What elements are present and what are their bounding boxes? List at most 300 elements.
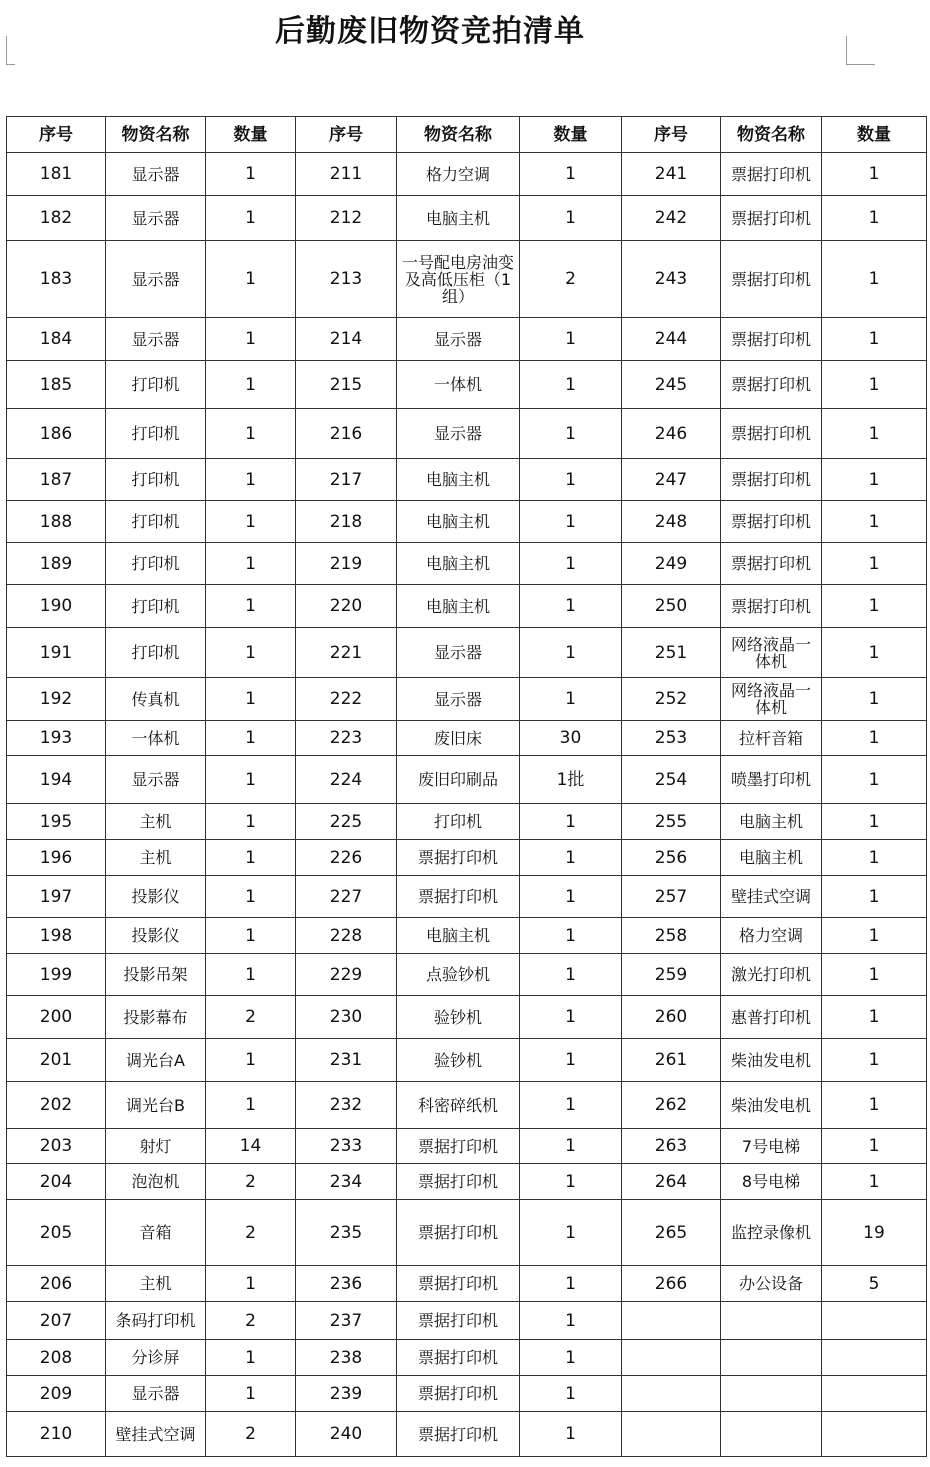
serial-number-cell: 206 <box>7 1266 106 1302</box>
serial-number-cell: 184 <box>7 318 106 361</box>
quantity-cell: 1 <box>206 241 296 318</box>
table-row <box>7 721 927 756</box>
serial-number-cell: 223 <box>296 721 397 756</box>
serial-number-cell: 195 <box>7 804 106 840</box>
quantity-cell: 1 <box>520 1200 622 1266</box>
serial-number-cell: 187 <box>7 459 106 501</box>
serial-number-cell: 225 <box>296 804 397 840</box>
quantity-cell: 1 <box>206 585 296 628</box>
serial-number-cell: 251 <box>622 628 721 678</box>
quantity-cell: 1 <box>520 1412 622 1457</box>
serial-number-cell: 207 <box>7 1302 106 1340</box>
item-name-cell: 主机 <box>106 1266 206 1302</box>
item-name-cell: 一体机 <box>106 721 206 756</box>
serial-number-cell: 258 <box>622 918 721 954</box>
quantity-cell <box>822 1412 927 1457</box>
serial-number-cell: 182 <box>7 196 106 241</box>
table-row <box>7 409 927 459</box>
serial-number-cell: 220 <box>296 585 397 628</box>
item-name-cell: 调光台B <box>106 1082 206 1129</box>
serial-number-cell: 257 <box>622 876 721 918</box>
quantity-cell: 1 <box>822 1082 927 1129</box>
serial-number-cell: 191 <box>7 628 106 678</box>
table-row <box>7 318 927 361</box>
item-name-cell: 投影吊架 <box>106 954 206 996</box>
item-name-cell: 打印机 <box>106 585 206 628</box>
table-row <box>7 1129 927 1164</box>
item-name-cell: 打印机 <box>106 361 206 409</box>
item-name-cell: 打印机 <box>106 543 206 585</box>
table-row <box>7 1164 927 1200</box>
serial-number-cell: 186 <box>7 409 106 459</box>
quantity-cell: 1 <box>520 196 622 241</box>
item-name-cell: 7号电梯 <box>721 1129 822 1164</box>
auction-list-table <box>6 116 927 1457</box>
serial-number-cell: 194 <box>7 756 106 804</box>
serial-number-cell: 243 <box>622 241 721 318</box>
quantity-cell: 2 <box>520 241 622 318</box>
serial-number-cell: 228 <box>296 918 397 954</box>
item-name-cell: 电脑主机 <box>397 918 520 954</box>
serial-number-cell: 221 <box>296 628 397 678</box>
quantity-cell: 1 <box>206 756 296 804</box>
item-name-cell: 电脑主机 <box>397 543 520 585</box>
table-row <box>7 1200 927 1266</box>
item-name-cell: 分诊屏 <box>106 1340 206 1376</box>
quantity-cell: 1 <box>206 501 296 543</box>
quantity-cell: 2 <box>206 1200 296 1266</box>
item-name-cell: 电脑主机 <box>397 196 520 241</box>
item-name-cell: 显示器 <box>106 756 206 804</box>
quantity-cell: 1 <box>822 678 927 721</box>
quantity-cell: 1 <box>822 804 927 840</box>
item-name-cell: 拉杆音箱 <box>721 721 822 756</box>
quantity-cell: 19 <box>822 1200 927 1266</box>
serial-number-cell: 233 <box>296 1129 397 1164</box>
item-name-cell: 条码打印机 <box>106 1302 206 1340</box>
table-row <box>7 1266 927 1302</box>
serial-number-cell: 214 <box>296 318 397 361</box>
item-name-cell: 票据打印机 <box>397 1376 520 1412</box>
item-name-cell: 显示器 <box>106 196 206 241</box>
quantity-cell: 2 <box>206 1412 296 1457</box>
quantity-cell: 1 <box>520 361 622 409</box>
serial-number-cell: 202 <box>7 1082 106 1129</box>
serial-number-cell: 190 <box>7 585 106 628</box>
quantity-cell: 2 <box>206 996 296 1039</box>
serial-number-cell: 237 <box>296 1302 397 1340</box>
serial-number-cell: 262 <box>622 1082 721 1129</box>
quantity-cell: 1 <box>520 918 622 954</box>
item-name-cell: 调光台A <box>106 1039 206 1082</box>
serial-number-cell: 211 <box>296 153 397 196</box>
item-name-cell: 壁挂式空调 <box>106 1412 206 1457</box>
table-row <box>7 954 927 996</box>
serial-number-cell: 188 <box>7 501 106 543</box>
quantity-cell: 1 <box>822 501 927 543</box>
crop-mark-right <box>846 36 875 65</box>
item-name-cell: 票据打印机 <box>397 876 520 918</box>
table-row <box>7 1082 927 1129</box>
serial-number-cell: 230 <box>296 996 397 1039</box>
quantity-cell: 1 <box>520 1129 622 1164</box>
table-row <box>7 628 927 678</box>
serial-number-cell: 250 <box>622 585 721 628</box>
serial-number-cell: 205 <box>7 1200 106 1266</box>
serial-number-cell: 208 <box>7 1340 106 1376</box>
serial-number-cell: 226 <box>296 840 397 876</box>
item-name-cell: 显示器 <box>106 241 206 318</box>
quantity-cell: 1 <box>206 1266 296 1302</box>
item-name-cell: 票据打印机 <box>397 1200 520 1266</box>
serial-number-cell: 248 <box>622 501 721 543</box>
item-name-cell: 打印机 <box>106 459 206 501</box>
serial-number-cell: 219 <box>296 543 397 585</box>
table-row <box>7 840 927 876</box>
item-name-cell: 打印机 <box>106 501 206 543</box>
serial-number-cell: 266 <box>622 1266 721 1302</box>
quantity-cell: 1 <box>520 1164 622 1200</box>
quantity-cell: 1 <box>520 1039 622 1082</box>
quantity-cell: 1 <box>520 996 622 1039</box>
serial-number-cell: 213 <box>296 241 397 318</box>
quantity-cell: 1 <box>822 628 927 678</box>
serial-number-cell: 254 <box>622 756 721 804</box>
serial-number-cell: 193 <box>7 721 106 756</box>
item-name-cell: 投影幕布 <box>106 996 206 1039</box>
serial-number-cell: 255 <box>622 804 721 840</box>
table-row <box>7 756 927 804</box>
quantity-cell: 1批 <box>520 756 622 804</box>
quantity-cell: 1 <box>520 409 622 459</box>
header-cell: 物资名称 <box>106 117 206 153</box>
quantity-cell: 1 <box>822 585 927 628</box>
table-row <box>7 459 927 501</box>
item-name-cell: 点验钞机 <box>397 954 520 996</box>
quantity-cell: 1 <box>822 876 927 918</box>
item-name-cell: 音箱 <box>106 1200 206 1266</box>
header-cell: 数量 <box>206 117 296 153</box>
quantity-cell: 1 <box>206 543 296 585</box>
quantity-cell: 1 <box>206 1082 296 1129</box>
quantity-cell: 1 <box>520 678 622 721</box>
item-name-cell: 票据打印机 <box>721 318 822 361</box>
serial-number-cell: 246 <box>622 409 721 459</box>
quantity-cell: 1 <box>822 840 927 876</box>
quantity-cell <box>822 1302 927 1340</box>
quantity-cell: 1 <box>520 543 622 585</box>
quantity-cell: 5 <box>822 1266 927 1302</box>
quantity-cell: 1 <box>520 1082 622 1129</box>
item-name-cell: 显示器 <box>106 153 206 196</box>
quantity-cell: 1 <box>206 196 296 241</box>
item-name-cell: 惠普打印机 <box>721 996 822 1039</box>
quantity-cell: 1 <box>822 1039 927 1082</box>
quantity-cell: 1 <box>206 409 296 459</box>
quantity-cell: 1 <box>822 543 927 585</box>
item-name-cell: 票据打印机 <box>721 409 822 459</box>
table-row <box>7 996 927 1039</box>
serial-number-cell: 212 <box>296 196 397 241</box>
quantity-cell: 1 <box>206 840 296 876</box>
quantity-cell: 1 <box>206 318 296 361</box>
serial-number-cell: 196 <box>7 840 106 876</box>
item-name-cell: 票据打印机 <box>721 153 822 196</box>
item-name-cell: 票据打印机 <box>397 1164 520 1200</box>
item-name-cell: 打印机 <box>397 804 520 840</box>
quantity-cell: 1 <box>822 721 927 756</box>
item-name-cell: 废旧床 <box>397 721 520 756</box>
quantity-cell: 1 <box>206 628 296 678</box>
quantity-cell: 1 <box>206 153 296 196</box>
item-name-cell: 网络液晶一体机 <box>721 678 822 721</box>
serial-number-cell: 203 <box>7 1129 106 1164</box>
item-name-cell: 科密碎纸机 <box>397 1082 520 1129</box>
table-row <box>7 196 927 241</box>
serial-number-cell <box>622 1376 721 1412</box>
quantity-cell <box>822 1340 927 1376</box>
quantity-cell <box>822 1376 927 1412</box>
item-name-cell: 显示器 <box>397 678 520 721</box>
crop-mark-left <box>6 36 15 65</box>
table-row <box>7 501 927 543</box>
table-row <box>7 1376 927 1412</box>
item-name-cell: 打印机 <box>106 628 206 678</box>
table-row <box>7 1340 927 1376</box>
serial-number-cell: 261 <box>622 1039 721 1082</box>
item-name-cell: 废旧印刷品 <box>397 756 520 804</box>
item-name-cell: 票据打印机 <box>721 585 822 628</box>
table-row <box>7 585 927 628</box>
quantity-cell: 1 <box>206 678 296 721</box>
item-name-cell: 电脑主机 <box>397 459 520 501</box>
quantity-cell: 1 <box>822 196 927 241</box>
table-row <box>7 678 927 721</box>
quantity-cell: 1 <box>206 954 296 996</box>
table-row <box>7 361 927 409</box>
quantity-cell: 1 <box>822 153 927 196</box>
item-name-cell: 泡泡机 <box>106 1164 206 1200</box>
serial-number-cell: 264 <box>622 1164 721 1200</box>
document-title: 后勤废旧物资竞拍清单 <box>275 14 585 49</box>
table-row <box>7 804 927 840</box>
serial-number-cell: 199 <box>7 954 106 996</box>
table-row <box>7 1302 927 1340</box>
item-name-cell: 壁挂式空调 <box>721 876 822 918</box>
quantity-cell: 1 <box>520 318 622 361</box>
serial-number-cell: 236 <box>296 1266 397 1302</box>
item-name-cell: 票据打印机 <box>397 1266 520 1302</box>
item-name-cell: 格力空调 <box>397 153 520 196</box>
quantity-cell: 1 <box>822 996 927 1039</box>
quantity-cell: 1 <box>822 756 927 804</box>
item-name-cell: 格力空调 <box>721 918 822 954</box>
quantity-cell: 1 <box>206 361 296 409</box>
quantity-cell: 1 <box>822 318 927 361</box>
serial-number-cell: 253 <box>622 721 721 756</box>
serial-number-cell: 197 <box>7 876 106 918</box>
quantity-cell: 1 <box>206 804 296 840</box>
table-row <box>7 876 927 918</box>
item-name-cell: 投影仪 <box>106 876 206 918</box>
serial-number-cell: 229 <box>296 954 397 996</box>
serial-number-cell: 244 <box>622 318 721 361</box>
item-name-cell: 票据打印机 <box>721 361 822 409</box>
header-cell: 序号 <box>296 117 397 153</box>
item-name-cell: 票据打印机 <box>721 543 822 585</box>
quantity-cell: 1 <box>822 409 927 459</box>
table-row <box>7 543 927 585</box>
serial-number-cell: 217 <box>296 459 397 501</box>
serial-number-cell: 263 <box>622 1129 721 1164</box>
serial-number-cell: 201 <box>7 1039 106 1082</box>
quantity-cell: 1 <box>520 501 622 543</box>
table-body <box>7 153 927 1457</box>
serial-number-cell: 256 <box>622 840 721 876</box>
quantity-cell: 1 <box>822 459 927 501</box>
serial-number-cell: 249 <box>622 543 721 585</box>
item-name-cell: 8号电梯 <box>721 1164 822 1200</box>
serial-number-cell: 210 <box>7 1412 106 1457</box>
serial-number-cell: 240 <box>296 1412 397 1457</box>
quantity-cell: 1 <box>822 1164 927 1200</box>
quantity-cell: 1 <box>206 459 296 501</box>
quantity-cell: 1 <box>822 954 927 996</box>
quantity-cell: 1 <box>520 628 622 678</box>
serial-number-cell: 216 <box>296 409 397 459</box>
item-name-cell: 票据打印机 <box>397 1412 520 1457</box>
item-name-cell: 网络液晶一体机 <box>721 628 822 678</box>
quantity-cell: 1 <box>520 1340 622 1376</box>
item-name-cell: 票据打印机 <box>721 501 822 543</box>
quantity-cell: 1 <box>822 241 927 318</box>
item-name-cell: 一体机 <box>397 361 520 409</box>
quantity-cell: 1 <box>206 721 296 756</box>
item-name-cell <box>721 1412 822 1457</box>
item-name-cell: 电脑主机 <box>397 501 520 543</box>
quantity-cell: 1 <box>520 153 622 196</box>
item-name-cell <box>721 1376 822 1412</box>
serial-number-cell <box>622 1340 721 1376</box>
serial-number-cell: 200 <box>7 996 106 1039</box>
serial-number-cell: 224 <box>296 756 397 804</box>
serial-number-cell: 235 <box>296 1200 397 1266</box>
item-name-cell <box>721 1302 822 1340</box>
serial-number-cell: 247 <box>622 459 721 501</box>
item-name-cell: 喷墨打印机 <box>721 756 822 804</box>
quantity-cell: 1 <box>822 361 927 409</box>
header-cell: 序号 <box>7 117 106 153</box>
quantity-cell: 1 <box>206 918 296 954</box>
quantity-cell: 1 <box>206 876 296 918</box>
item-name-cell: 票据打印机 <box>721 459 822 501</box>
item-name-cell: 投影仪 <box>106 918 206 954</box>
serial-number-cell <box>622 1412 721 1457</box>
quantity-cell: 1 <box>520 954 622 996</box>
item-name-cell: 柴油发电机 <box>721 1039 822 1082</box>
serial-number-cell: 252 <box>622 678 721 721</box>
serial-number-cell: 260 <box>622 996 721 1039</box>
item-name-cell: 主机 <box>106 840 206 876</box>
item-name-cell: 打印机 <box>106 409 206 459</box>
item-name-cell: 票据打印机 <box>397 840 520 876</box>
item-name-cell: 电脑主机 <box>721 804 822 840</box>
serial-number-cell: 185 <box>7 361 106 409</box>
quantity-cell: 30 <box>520 721 622 756</box>
quantity-cell: 1 <box>520 876 622 918</box>
table-row <box>7 918 927 954</box>
serial-number-cell: 239 <box>296 1376 397 1412</box>
item-name-cell: 显示器 <box>106 1376 206 1412</box>
item-name-cell: 显示器 <box>397 318 520 361</box>
item-name-cell: 柴油发电机 <box>721 1082 822 1129</box>
quantity-cell: 1 <box>520 840 622 876</box>
header-cell: 数量 <box>822 117 927 153</box>
item-name-cell: 监控录像机 <box>721 1200 822 1266</box>
header-cell: 物资名称 <box>397 117 520 153</box>
quantity-cell: 1 <box>206 1376 296 1412</box>
quantity-cell: 1 <box>520 459 622 501</box>
serial-number-cell: 259 <box>622 954 721 996</box>
quantity-cell: 14 <box>206 1129 296 1164</box>
serial-number-cell: 192 <box>7 678 106 721</box>
item-name-cell: 验钞机 <box>397 1039 520 1082</box>
item-name-cell: 电脑主机 <box>721 840 822 876</box>
header-cell: 序号 <box>622 117 721 153</box>
serial-number-cell: 198 <box>7 918 106 954</box>
header-cell: 物资名称 <box>721 117 822 153</box>
quantity-cell: 1 <box>520 585 622 628</box>
table-row <box>7 1039 927 1082</box>
quantity-cell: 2 <box>206 1164 296 1200</box>
quantity-cell: 2 <box>206 1302 296 1340</box>
serial-number-cell: 183 <box>7 241 106 318</box>
serial-number-cell: 234 <box>296 1164 397 1200</box>
serial-number-cell: 231 <box>296 1039 397 1082</box>
item-name-cell: 票据打印机 <box>721 241 822 318</box>
serial-number-cell: 222 <box>296 678 397 721</box>
serial-number-cell: 242 <box>622 196 721 241</box>
table-header-row <box>7 117 927 153</box>
item-name-cell: 显示器 <box>397 409 520 459</box>
serial-number-cell: 181 <box>7 153 106 196</box>
item-name-cell <box>721 1340 822 1376</box>
item-name-cell: 验钞机 <box>397 996 520 1039</box>
serial-number-cell <box>622 1302 721 1340</box>
header-cell: 数量 <box>520 117 622 153</box>
table-row <box>7 1412 927 1457</box>
quantity-cell: 1 <box>520 1266 622 1302</box>
serial-number-cell: 189 <box>7 543 106 585</box>
item-name-cell: 电脑主机 <box>397 585 520 628</box>
serial-number-cell: 227 <box>296 876 397 918</box>
item-name-cell: 主机 <box>106 804 206 840</box>
item-name-cell: 显示器 <box>397 628 520 678</box>
serial-number-cell: 215 <box>296 361 397 409</box>
quantity-cell: 1 <box>822 1129 927 1164</box>
item-name-cell: 办公设备 <box>721 1266 822 1302</box>
item-name-cell: 票据打印机 <box>397 1129 520 1164</box>
item-name-cell: 票据打印机 <box>397 1340 520 1376</box>
item-name-cell: 票据打印机 <box>397 1302 520 1340</box>
item-name-cell: 票据打印机 <box>721 196 822 241</box>
serial-number-cell: 265 <box>622 1200 721 1266</box>
serial-number-cell: 245 <box>622 361 721 409</box>
serial-number-cell: 232 <box>296 1082 397 1129</box>
serial-number-cell: 209 <box>7 1376 106 1412</box>
item-name-cell: 激光打印机 <box>721 954 822 996</box>
serial-number-cell: 241 <box>622 153 721 196</box>
